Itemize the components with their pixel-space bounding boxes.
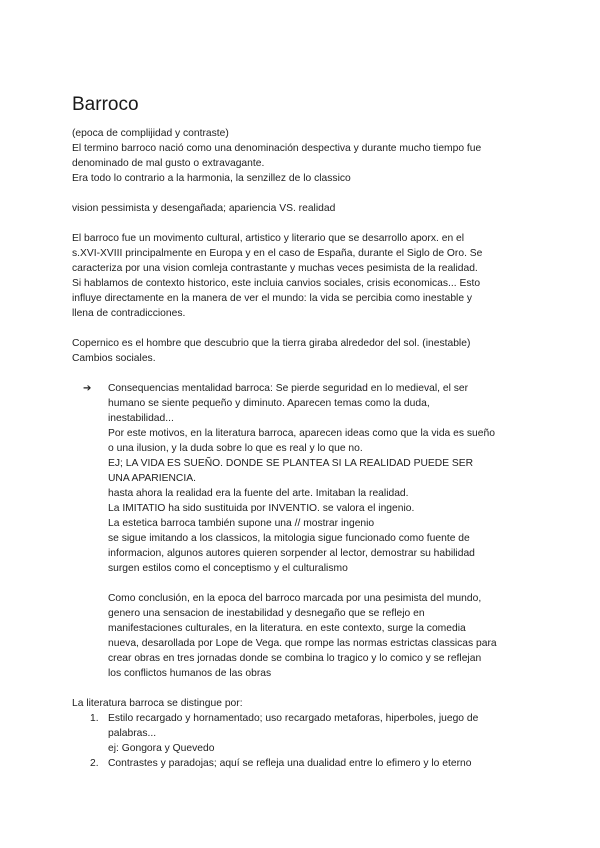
paragraph-line: llena de contradicciones. (72, 308, 186, 319)
paragraph-line: s.XVI-XVIII principalmente en Europa y en el caso de España, durante el Siglo de Oro. Se (72, 248, 483, 259)
conclusion-line: Como conclusión, en la epoca del barroco marcada por una pesimista del mundo, (108, 593, 482, 604)
spacer (72, 681, 542, 696)
list-line: Estilo recargado y hornamentado; uso recargado metaforas, hiperboles, juego de (108, 713, 479, 724)
bullet-line: La estetica barroca también supone una // mostrar ingenio (108, 518, 375, 529)
conclusion-line: nueva, desarollada por Lope de Vega. que rompe las normas estrictas classicas para (108, 638, 497, 649)
list-item (72, 711, 542, 756)
bullet-line: o una ilusion, y la duda sobre lo que es real y lo que no. (108, 443, 363, 454)
intro-line: denominado de mal gusto o extravagante. (72, 158, 265, 169)
paragraph-context (72, 231, 542, 321)
vision-line: vision pessimista y desengañada; apariencia VS. realidad (72, 203, 336, 214)
bullet-line: se sigue imitando a los classicos, la mitologia sigue funcionado como fuente de (108, 533, 470, 544)
list-line: Contrastes y paradojas; aquí se refleja una dualidad entre lo efimero y lo eterno (108, 758, 472, 769)
page-title: Barroco (72, 94, 139, 115)
bullet-line: Por este motivos, en la literatura barroca, aparecen ideas como que la vida es sueño (108, 428, 495, 439)
bullet-line: inestabilidad... (108, 413, 174, 424)
intro-line: (epoca de complijidad y contraste) (72, 128, 229, 139)
paragraph-line: Copernico es el hombre que descubrio que la tierra giraba alrededor del sol. (inestable) (72, 338, 471, 349)
arrow-bullet-icon: ➔ (83, 383, 92, 394)
paragraph-line: influye directamente en la manera de ver el mundo: la vida se percibia como inestable y (72, 293, 473, 304)
document-page (72, 92, 542, 771)
list-line: ej: Gongora y Quevedo (108, 743, 215, 754)
bullet-line: informacion, algunos autores quieren sorpender al lector, demostrar su habilidad (108, 548, 475, 559)
conclusion-line: genero una sensacion de inestabilidad y desnegaño que se reflejo en (108, 608, 425, 619)
numbered-list (72, 711, 542, 771)
bullet-line: Consequencias mentalidad barroca: Se pierde seguridad en lo medieval, el ser (108, 383, 469, 394)
conclusion-line: los conflictos humanos de las obras (108, 668, 272, 679)
bullet-line: humano se siente pequeño y diminuto. Aparecen temas como la duda, (108, 398, 430, 409)
paragraph-line: caracteriza por una vision comleja contrastante y muchas veces pesimista de la realidad. (72, 263, 478, 274)
paragraph-line: El barroco fue un movimento cultural, artistico y literario que se desarrollo aporx. en el (72, 233, 465, 244)
bullet-line: hasta ahora la realidad era la fuente del arte. Imitaban la realidad. (108, 488, 409, 499)
paragraph-line: Cambios sociales. (72, 353, 156, 364)
list-item (72, 756, 542, 771)
list-number: 2. (90, 758, 99, 769)
spacer (72, 366, 542, 374)
bullet-line: surgen estilos como el conceptismo y el culturalismo (108, 563, 348, 574)
intro-line: Era todo lo contrario a la harmonia, la senzillez de lo classico (72, 173, 351, 184)
list-number: 1. (90, 713, 99, 724)
bullet-item (72, 381, 542, 681)
bullet-line: La IMITATIO ha sido sustituida por INVENTIO. se valora el ingenio. (108, 503, 415, 514)
spacer (72, 216, 542, 231)
spacer (108, 576, 542, 591)
list-heading: La literatura barroca se distingue por: (72, 698, 243, 709)
list-line: palabras... (108, 728, 157, 739)
conclusion-line: crear obras en tres jornadas donde se combina lo tragico y lo comico y se reflejan (108, 653, 482, 664)
intro-paragraph (72, 126, 542, 186)
paragraph-copernico (72, 336, 542, 366)
spacer (72, 186, 542, 201)
spacer (72, 321, 542, 336)
bullet-line: EJ; LA VIDA ES SUEÑO. DONDE SE PLANTEA SI LA REALIDAD PUEDE SER (108, 458, 474, 469)
intro-line: El termino barroco nació como una denominación despectiva y durante mucho tiempo fue (72, 143, 482, 154)
bullet-line: UNA APARIENCIA. (108, 473, 196, 484)
paragraph-line: Si hablamos de contexto historico, este incluia canvios sociales, crisis economicas... Esto (72, 278, 481, 289)
conclusion-line: manifestaciones culturales, en la literatura. en este contexto, surge la comedia (108, 623, 466, 634)
